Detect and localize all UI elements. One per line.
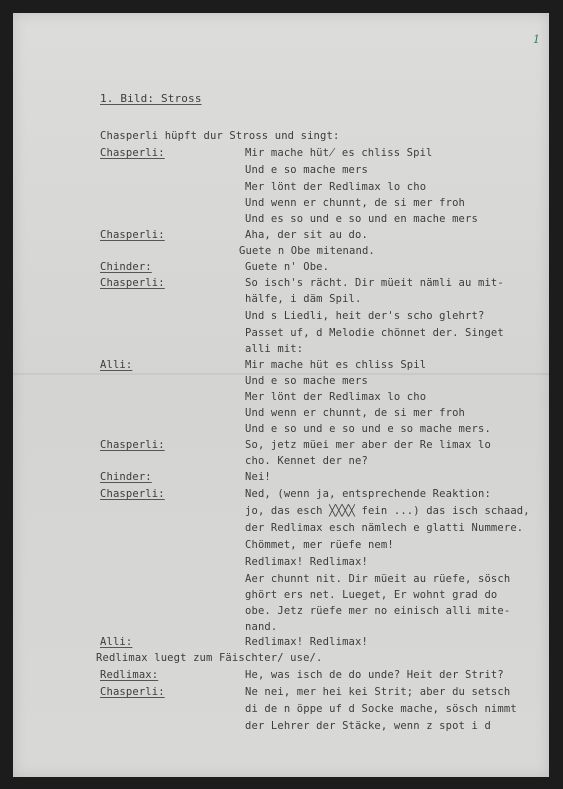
speaker-label: Chasperli: [100, 147, 165, 159]
dialogue-line: Und e so mache mers [245, 164, 368, 176]
dialogue-line: Ne nei, mer hei kei Strit; aber du setsch [245, 686, 511, 698]
dialogue-line: Aer chunnt nit. Dir müeit au rüefe, sösch [245, 573, 511, 585]
dialogue-line: Guete n' Obe. [245, 261, 330, 273]
dialogue-line: nand. [245, 621, 278, 633]
speaker-label: Alli: [100, 636, 133, 648]
dialogue-line: Ned, (wenn ja, entsprechende Reaktion: [245, 488, 491, 500]
dialogue-line: Nei! [245, 471, 271, 483]
dialogue-line: Redlimax! Redlimax! [245, 636, 368, 648]
dialogue-line: der Redlimax esch nämlech e glatti Nummere. [245, 522, 524, 534]
scene-title: 1. Bild: Stross [100, 92, 202, 105]
dialogue-line: ghört ers net. Lueget, Er wohnt grad do [245, 589, 498, 601]
dialogue-line: Und wenn er chunnt, de si mer froh [245, 407, 466, 419]
dialogue-line: jo, das esch ╳╳╳╳ fein ...) das isch schaad, [245, 505, 530, 517]
dialogue-line: Aha, der sit au do. [245, 229, 368, 241]
speaker-label: Chasperli: [100, 686, 165, 698]
dialogue-line: So isch's rächt. Dir müeit nämli au mit- [245, 277, 504, 289]
speaker-label: Redlimax: [100, 669, 159, 681]
speaker-label: Chasperli: [100, 439, 165, 451]
dialogue-line: Und e so und e so und e so mache mers. [245, 423, 491, 435]
speaker-label: Chasperli: [100, 277, 165, 289]
speaker-label: Chasperli: [100, 229, 165, 241]
typewritten-page [13, 13, 549, 777]
speaker-label: Alli: [100, 359, 133, 371]
dialogue-line: hälfe, i däm Spil. [245, 293, 362, 305]
speaker-label: Chinder: [100, 261, 152, 273]
dialogue-line: Und e so mache mers [245, 375, 368, 387]
dialogue-line: Guete n Obe mitenand. [239, 245, 375, 257]
dialogue-line: So, jetz müei mer aber der Re limax lo [245, 439, 491, 451]
speaker-label: Chasperli: [100, 488, 165, 500]
dialogue-line: di de n öppe uf d Socke mache, sösch nimmt [245, 703, 517, 715]
dialogue-line: der Lehrer der Stäcke, wenn z spot i d [245, 720, 491, 732]
speaker-label: Chinder: [100, 471, 152, 483]
dialogue-line: alli mit: [245, 343, 304, 355]
dialogue-line: Mer lönt der Redlimax lo cho [245, 391, 427, 403]
stage-direction: Chasperli hüpft dur Stross und singt: [100, 130, 340, 142]
dialogue-line: obe. Jetz rüefe mer no einisch alli mite- [245, 605, 511, 617]
dialogue-line: Und wenn er chunnt, de si mer froh [245, 197, 466, 209]
dialogue-line: He, was isch de do unde? Heit der Strit? [245, 669, 504, 681]
dialogue-line: Chömmet, mer rüefe nem! [245, 539, 394, 551]
dialogue-line: Mir mache hüt es chliss Spil [245, 359, 427, 371]
dialogue-line: Passet uf, d Melodie chönnet der. Singet [245, 327, 504, 339]
dialogue-line: Mir mache hüt̸ es chliss Spil [245, 147, 433, 159]
dialogue-line: cho. Kennet der ne? [245, 455, 368, 467]
dialogue-line: Mer lönt der Redlimax lo cho [245, 181, 427, 193]
stage-direction: Redlimax luegt zum Fäischter/ use/. [96, 652, 323, 664]
dialogue-line: Redlimax! Redlimax! [245, 556, 368, 568]
dialogue-line: Und s Liedli, heit der's scho glehrt? [245, 310, 485, 322]
page-number: 1 [533, 33, 540, 46]
dialogue-line: Und es so und e so und en mache mers [245, 213, 478, 225]
